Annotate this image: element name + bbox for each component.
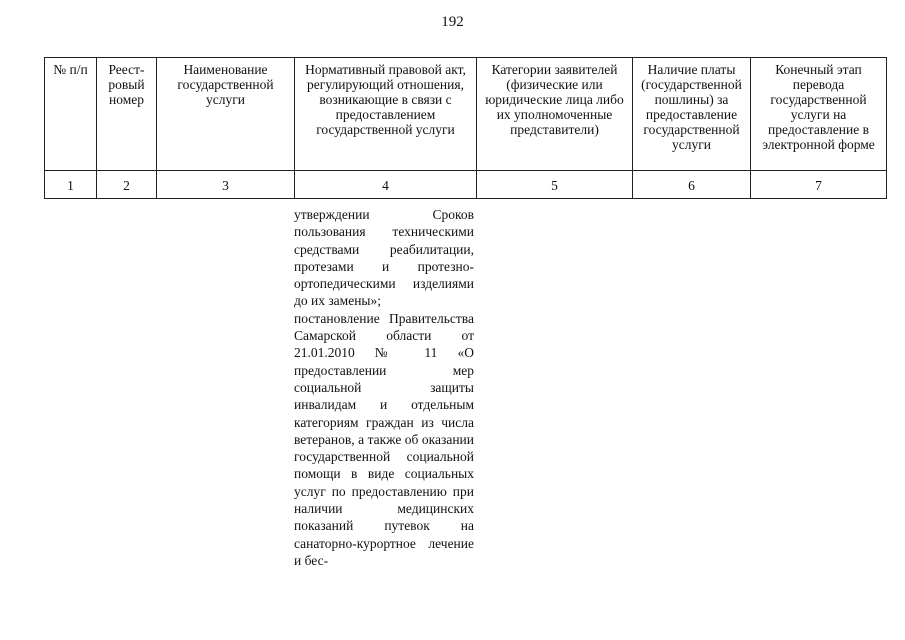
column-number-1: 1 [45, 171, 97, 199]
header-row [45, 58, 887, 171]
header-service-name: Наименование государственной услуги [157, 58, 295, 171]
header-registry-number: Реест-ровый номер [97, 58, 157, 171]
header-legal-act: Нормативный правовой акт, регулирующий отношения, возникающие в связи с предоставлением государственной услуги [295, 58, 477, 171]
column-number-5: 5 [477, 171, 633, 199]
header-fee: Наличие платы (государственной пошлины) за предоставление государственной услуги [633, 58, 751, 171]
column-number-row [45, 171, 887, 199]
header-applicant-categories: Категории заявителей (физические или юридические лица либо их уполномоченные представители) [477, 58, 633, 171]
page-number: 192 [441, 14, 464, 30]
header-row-number: № п/п [45, 58, 97, 171]
continuation-paragraph: утверждении Сроков пользования техническими средствами реабилитации, протезами и протезно-ортопедическими изделиями до их замены»; [294, 207, 474, 309]
column-number-2: 2 [97, 171, 157, 199]
column-number-7: 7 [751, 171, 887, 199]
column-number-4: 4 [295, 171, 477, 199]
column-number-6: 6 [633, 171, 751, 199]
legal-act-continuation [294, 206, 474, 569]
header-final-stage: Конечный этап перевода государственной услуги на предоставление в электронной форме [751, 58, 887, 171]
column-number-3: 3 [157, 171, 295, 199]
continuation-paragraph: постановление Правительства Самарской области от 21.01.2010 № 11 «О предоставлении мер социальной защиты инвалидам и отдельным категориям граждан из числа ветеранов, а также об оказании государственной социальной помощи в виде социальных услуг по предоставлению при наличии медицинских показаний путевок на санаторно-курортное лечение и бес- [294, 310, 474, 568]
services-table [44, 57, 887, 199]
